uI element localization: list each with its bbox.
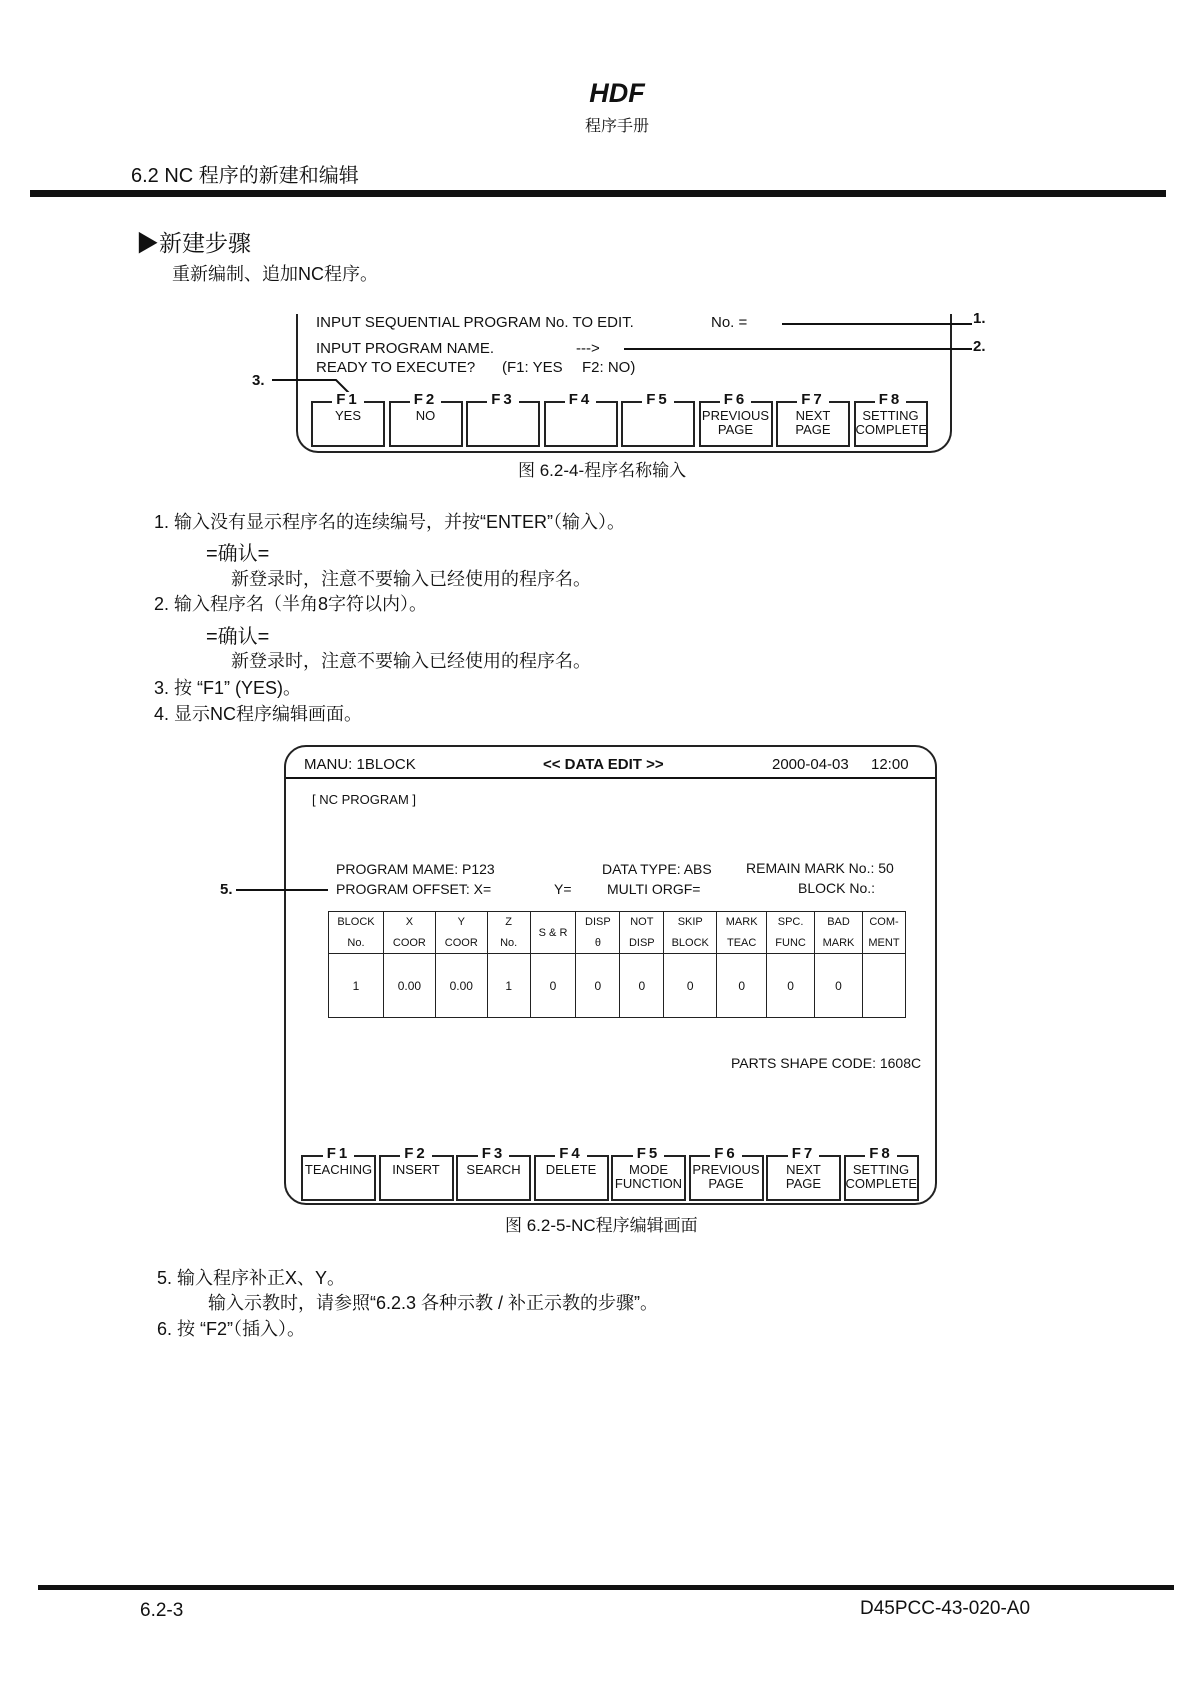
function-key-label: SEARCH [466, 1162, 521, 1177]
table-cell: 0 [620, 954, 664, 1018]
screen-title: << DATA EDIT >> [543, 756, 664, 773]
function-key-number: F6 [710, 1146, 742, 1162]
column-header: DISP [620, 933, 664, 954]
prompt-name: INPUT PROGRAM NAME. [316, 340, 495, 357]
table-cell: 0.00 [435, 954, 487, 1018]
function-key-f3[interactable] [456, 1145, 531, 1201]
function-key-f1[interactable] [311, 391, 385, 447]
table-header-row [329, 933, 906, 954]
panel-title: [ NC PROGRAM ] [312, 792, 417, 807]
column-header: BLOCK [329, 912, 384, 933]
step-2: 2. 输入程序名（半角8字符以内）。 [154, 594, 428, 614]
confirm-note-2: 新登录时，注意不要输入已经使用的程序名。 [231, 651, 591, 671]
function-key-f5[interactable] [621, 391, 695, 447]
function-key-label: PREVIOUS PAGE [701, 408, 770, 437]
table-cell: 0 [815, 954, 863, 1018]
table-cell: 0 [530, 954, 576, 1018]
column-header: BLOCK [664, 933, 717, 954]
function-key-label: YES [334, 408, 361, 423]
leader-line-5 [236, 889, 328, 891]
header-rule [30, 190, 1166, 197]
function-key-number: F5 [642, 392, 674, 408]
column-header: TEAC [717, 933, 767, 954]
step-3: 3. 按 “F1” (YES)。 [154, 678, 302, 698]
leader-line-1 [782, 323, 972, 325]
page-number: 6.2-3 [140, 1600, 184, 1621]
confirm-label-2: =确认= [206, 626, 270, 648]
function-key-f1[interactable] [301, 1145, 376, 1201]
step-4: 4. 显示NC程序编辑画面。 [154, 704, 363, 724]
program-offset-x: PROGRAM OFFSET: X= [336, 881, 492, 897]
column-header: COM- [862, 912, 905, 933]
column-header: Z [487, 912, 530, 933]
table-cell: 0.00 [383, 954, 435, 1018]
time-label: 12:00 [871, 756, 909, 773]
function-key-number: F7 [788, 1146, 820, 1162]
figure-caption-2: 图 6.2-5-NC程序编辑画面 [505, 1216, 698, 1235]
step-6: 6. 按 “F2”（插入）。 [157, 1319, 306, 1339]
callout-5: 5. [220, 881, 233, 898]
program-offset-y: Y= [554, 881, 572, 897]
function-key-label: SETTING COMPLETE [845, 1162, 918, 1191]
multi-orgf: MULTI ORGF= [607, 881, 701, 897]
column-header: S & R [530, 912, 576, 954]
function-key-label: NO [415, 408, 436, 423]
function-key-number: F1 [323, 1146, 355, 1162]
brand-title: HDF [589, 78, 645, 108]
column-header: DISP [576, 912, 620, 933]
prompt-f1-yes: (F1: YES [502, 359, 563, 376]
prompt-f2-no: F2: NO) [582, 359, 636, 376]
footer-rule [38, 1585, 1174, 1590]
section-title: 6.2 NC 程序的新建和编辑 [131, 165, 359, 187]
document-code: D45PCC-43-020-A0 [860, 1598, 1031, 1619]
table-cell: 0 [717, 954, 767, 1018]
function-key-f7[interactable] [766, 1145, 841, 1201]
function-key-number: F2 [400, 1146, 432, 1162]
function-key-f4[interactable] [534, 1145, 609, 1201]
function-key-f6[interactable] [699, 391, 773, 447]
function-key-f6[interactable] [689, 1145, 764, 1201]
function-key-number: F6 [720, 392, 752, 408]
column-header: NOT [620, 912, 664, 933]
function-key-number: F4 [565, 392, 597, 408]
column-header: FUNC [767, 933, 815, 954]
column-header: No. [329, 933, 384, 954]
prompt-arrow: ---> [576, 340, 600, 357]
function-key-f2[interactable] [379, 1145, 454, 1201]
function-key-number: F8 [875, 392, 907, 408]
leader-line-2 [624, 348, 972, 350]
screen-header-divider [286, 777, 935, 779]
column-header: SKIP [664, 912, 717, 933]
confirm-label-1: =确认= [206, 543, 270, 565]
column-header: No. [487, 933, 530, 954]
column-header: COOR [435, 933, 487, 954]
block-no: BLOCK No.: [798, 880, 876, 896]
function-key-number: F3 [478, 1146, 510, 1162]
nc-program-table [328, 911, 906, 1018]
function-key-number: F5 [633, 1146, 665, 1162]
prompt-ready: READY TO EXECUTE? [316, 359, 476, 376]
table-cell: 1 [329, 954, 384, 1018]
mode-label: MANU: 1BLOCK [304, 756, 416, 773]
function-key-f5[interactable] [611, 1145, 686, 1201]
date-label: 2000-04-03 [772, 756, 849, 773]
table-cell: 0 [576, 954, 620, 1018]
program-name: PROGRAM MAME: P123 [336, 861, 495, 877]
prompt-sequential: INPUT SEQUENTIAL PROGRAM No. TO EDIT. [316, 314, 634, 331]
table-cell: 1 [487, 954, 530, 1018]
subsection-heading: ▶新建步骤 [136, 230, 251, 256]
step-5: 5. 输入程序补正X、Y。 [157, 1268, 346, 1288]
column-header: SPC. [767, 912, 815, 933]
function-key-f8[interactable] [854, 391, 928, 447]
function-key-label: PREVIOUS PAGE [692, 1162, 760, 1191]
column-header: θ [576, 933, 620, 954]
data-type: DATA TYPE: ABS [602, 861, 712, 877]
parts-shape-code: PARTS SHAPE CODE: 1608C [731, 1055, 922, 1071]
column-header: COOR [383, 933, 435, 954]
function-key-number: F1 [332, 392, 364, 408]
figure-caption-1: 图 6.2-4-程序名称输入 [518, 461, 687, 480]
confirm-note-1: 新登录时，注意不要输入已经使用的程序名。 [231, 569, 591, 589]
column-header: MARK [717, 912, 767, 933]
remain-mark: REMAIN MARK No.: 50 [746, 860, 894, 876]
function-key-number: F2 [410, 392, 442, 408]
function-key-f4[interactable] [544, 391, 618, 447]
column-header: Y [435, 912, 487, 933]
column-header: MENT [862, 933, 905, 954]
table-cell [862, 954, 905, 1018]
function-key-f3[interactable] [466, 391, 540, 447]
function-key-number: F3 [487, 392, 519, 408]
function-key-label: NEXT PAGE [795, 408, 831, 437]
function-key-label: INSERT [392, 1162, 440, 1177]
function-key-number: F8 [865, 1146, 897, 1162]
callout-2: 2. [973, 338, 986, 355]
function-key-f2[interactable] [389, 391, 463, 447]
function-key-label: MODE FUNCTION [614, 1162, 683, 1191]
function-key-label: DELETE [545, 1162, 597, 1177]
column-header: X [383, 912, 435, 933]
callout-1: 1. [973, 310, 986, 327]
function-key-label: NEXT PAGE [785, 1162, 822, 1191]
function-key-label: TEACHING [304, 1162, 373, 1177]
table-cell: 0 [664, 954, 717, 1018]
column-header: MARK [815, 933, 863, 954]
function-key-number: F4 [555, 1146, 587, 1162]
function-key-f8[interactable] [844, 1145, 919, 1201]
intro-text: 重新编制、追加NC程序。 [172, 264, 378, 284]
step-5-note: 输入示教时，请参照“6.2.3 各种示教 / 补正示教的步骤”。 [208, 1293, 659, 1313]
callout-3: 3. [252, 372, 265, 389]
table-header-row [329, 912, 906, 933]
table-cell: 0 [767, 954, 815, 1018]
manual-subtitle: 程序手册 [584, 118, 649, 135]
column-header: BAD [815, 912, 863, 933]
function-key-number: F7 [797, 392, 829, 408]
function-key-label: SETTING COMPLETE [855, 408, 928, 437]
function-key-f7[interactable] [776, 391, 850, 447]
prompt-no-label: No. = [711, 314, 748, 331]
table-row[interactable] [329, 954, 906, 1018]
step-1: 1. 输入没有显示程序名的连续编号，并按“ENTER”（输入）。 [154, 512, 626, 532]
